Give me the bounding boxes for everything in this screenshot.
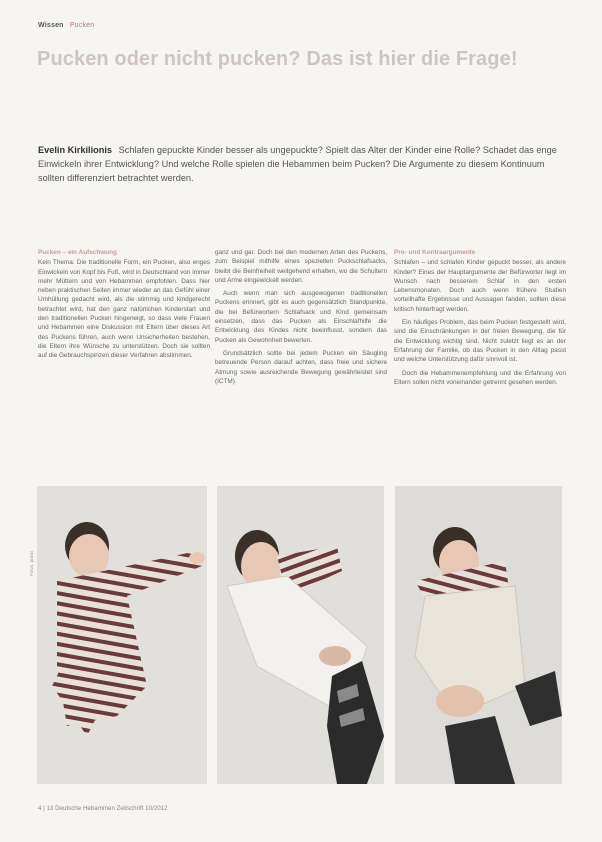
text-column-1 [38,248,210,365]
photo-credit: Fotos: privat [29,551,34,576]
photo-baby-unswaddled [37,486,207,784]
article-intro [38,143,558,185]
paragraph: Ein häufiges Problem, das beim Pucken festgestellt wird, sind die Einschränkungen in der freien Bewegung, die für die Entwicklung wichtig sind. Nicht zuletzt liegt es an der Erfahrung der Familie, ob das Pucken in den Alltag passt und welche Unterstützung dafür sinnvoll ist. [394,319,566,364]
article-headline: Pucken oder nicht pucken? Das ist hier die Frage! [37,48,518,70]
section-name: Wissen [38,22,64,29]
photo-baby-swaddling [217,486,384,784]
subsection-name: Pucken [69,22,95,29]
column-subhead: Pro- und Kontraargumente [394,249,476,256]
baby-photo-image [37,486,207,784]
paragraph: ganz und gar. Doch bei den modernen Arten des Puckens, zum Beispiel mithilfe eines speziellen Puckschlafsacks, bleibt die Beinfreiheit weitgehend erhalten, wo die Schultern und Arme eingewickelt werden. [215,249,387,284]
paragraph: Grundsätzlich sollte bei jedem Pucken ein Säugling betreuende Person darauf achten, dass freie und sichere Atmung sowie ausreichende Bewegung gewährleistet sind (ICTM). [215,349,387,385]
column-subhead: Pucken – ein Aufschwung [38,249,117,256]
baby-photo-image [395,486,562,784]
paragraph: Doch die Hebammenempfehlung und die Erfahrung von Eltern sollen nicht voneinander getrennt gesehen werden. [394,369,566,386]
baby-photo-image [217,486,384,784]
text-column-2 [215,248,387,390]
paragraph: Schlafen – und schlafen Kinder gepuckt besser, als andere Kinder? Eines der Hauptargumente der Befürworter liegt im Wunsch nach besserem Schlaf in den ersten Lebensmonaten. Doch auch wenn frühere Studien vorteilhafte Ergebnisse und Aussagen fanden, sollten diese kritisch hinterfragt werden. [394,259,566,313]
page-footer: 4 | 13 Deutsche Hebammen Zeitschrift 10/2012 [38,805,168,812]
text-column-3 [394,248,566,391]
author-name: Evelin Kirkilionis [38,145,113,155]
paragraph: Auch wenn man sich ausgewogenen traditionellen Puckens erinnert, gibt es auch gegensätzlich Standpunkte, die bei Befürwortern Schlafsack und Kind gemeinsam einsetzen, dass das Pucken als Einschlafhilfe die Entwicklung des Kindes nicht beeinflusst, sondern das Pucken als Gewohnheit bewerten. [215,290,387,344]
paragraph: Kein Thema: Die traditionelle Form, ein Pucken, also enges Einwickeln von Kopf bis Fuß, wird in Deutschland von immer mehr Müttern und von Hebammen empfohlen. Dass hier neben praktischen Seiten immer wieder an das Gefühl einer Umhüllung gedacht wird, als die stimmig und kindgerecht betrachtet wird, hat den ganz natürlichen Kinderstart und den traditionellen Pucken hingeneigt, so dass viele Frauen und Hebammen eine Diskussion mit Eltern über dieses Art des Puckens führen, auch wenn Unsicherheiten bestehen, die Eltern ihre Wünsche zu unterstützen. Doch sie sollten auf die Gebrauchspinzen dieser Verfahren abstimmen. [38,259,210,360]
photo-baby-swaddled [395,486,562,784]
intro-text: Schlafen gepuckte Kinder besser als ungepuckte? Spielt das Alter der Kinder eine Rolle? Schadet das enge Einwickeln ihrer Entwicklung? Und welche Rolle spielen die Hebammen beim Pucken? Die Argumente zu diesem Kontinuum sollten differenziert betrachtet werden. [38,145,557,183]
section-label [38,22,94,29]
